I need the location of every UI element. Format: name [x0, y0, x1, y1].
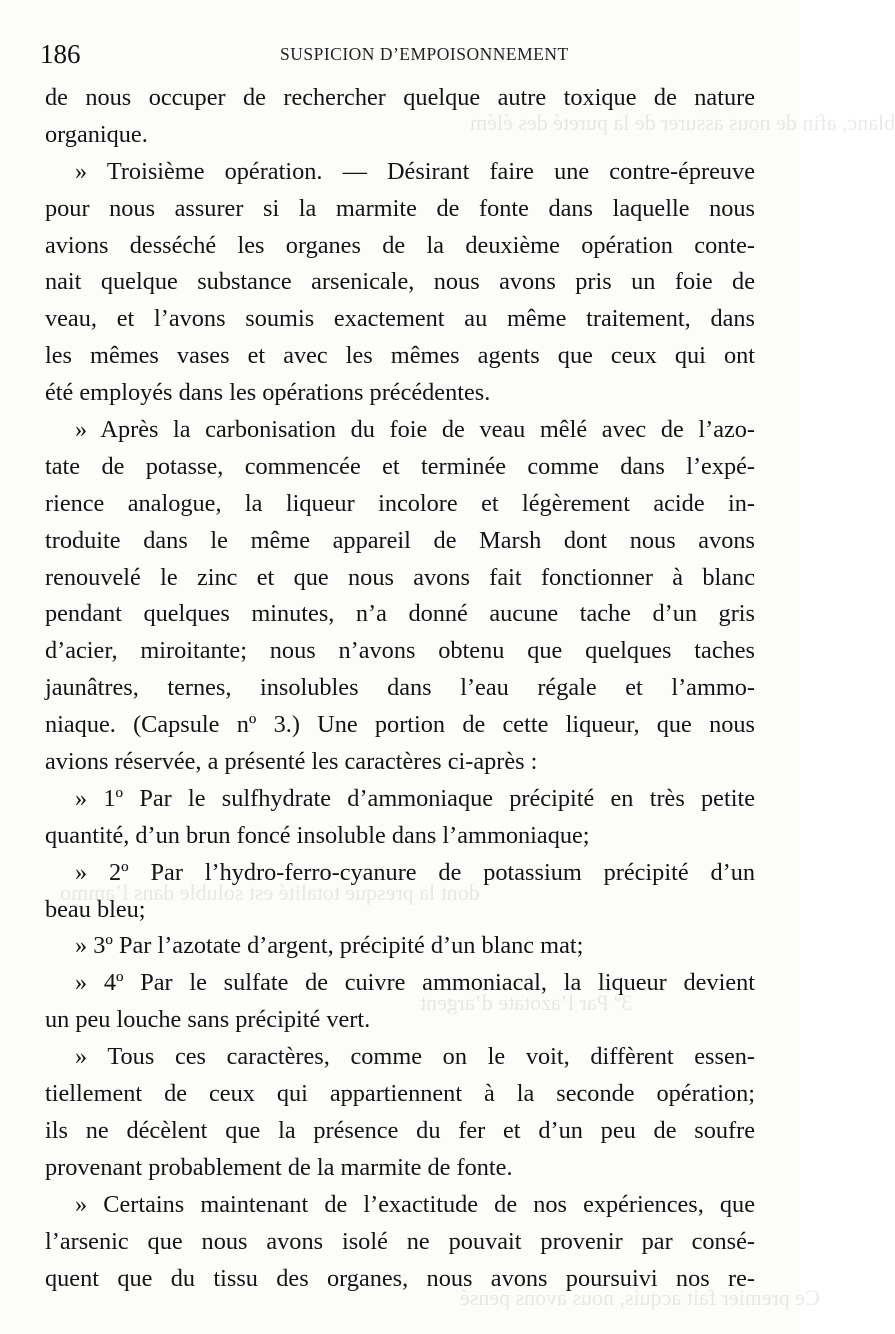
text-line: été employés dans les opérations précédentes.: [45, 379, 491, 407]
text-line: pour nous assurer si la marmite de fonte dans laquelle nous: [45, 194, 755, 222]
text-line: quent que du tissu des organes, nous avons poursuivi nos re-: [45, 1264, 755, 1292]
text-line: tiellement de ceux qui appartiennent à la seconde opération;: [45, 1080, 755, 1108]
text-line: ils ne décèlent que la présence du fer et d’un peu de soufre: [45, 1116, 755, 1144]
text-line: » Troisième opération. — Désirant faire une contre-épreuve: [75, 157, 755, 185]
text-line: avions desséché les organes de la deuxième opération conte-: [45, 231, 755, 259]
text-line: » 4º Par le sulfate de cuivre ammoniacal, la liqueur devient: [75, 969, 755, 997]
text-line: d’acier, miroitante; nous n’avons obtenu que quelques taches: [45, 637, 755, 665]
text-line: » 3º Par l’azotate d’argent, précipité d’un blanc mat;: [75, 932, 584, 960]
text-line: beau bleu;: [45, 895, 146, 923]
text-line: » 1º Par le sulfhydrate d’ammoniaque précipité en très petite: [75, 784, 755, 812]
text-line: les mêmes vases et avec les mêmes agents que ceux qui ont: [45, 342, 755, 370]
text-line: tate de potasse, commencée et terminée comme dans l’expé-: [45, 452, 755, 480]
text-line: » Après la carbonisation du foie de veau mêlé avec de l’azo-: [75, 416, 755, 444]
text-line: organique.: [45, 120, 148, 148]
show-through-text: 3º Par l’azotate d’argent: [420, 990, 633, 1015]
page-header: [40, 38, 760, 70]
body-text: [45, 80, 755, 1297]
text-line: pendant quelques minutes, n’a donné aucune tache d’un gris: [45, 600, 755, 628]
show-through-text: blanc, afin de nous assurer de la pureté des élém: [470, 110, 895, 135]
text-line: veau, et l’avons soumis exactement au même traitement, dans: [45, 305, 755, 333]
text-line: quantité, d’un brun foncé insoluble dans l’ammoniaque;: [45, 821, 590, 849]
text-line: jaunâtres, ternes, insolubles dans l’eau régale et l’ammo-: [45, 674, 755, 702]
text-line: renouvelé le zinc et que nous avons fait fonctionner à blanc: [45, 563, 755, 591]
page-number: 186: [40, 39, 81, 69]
show-through-text: Ce premier fait acquis, nous avons pensé: [460, 1285, 820, 1310]
text-line: rience analogue, la liqueur incolore et légèrement acide in-: [45, 489, 755, 517]
text-line: un peu louche sans précipité vert.: [45, 1006, 371, 1034]
text-line: provenant probablement de la marmite de fonte.: [45, 1153, 513, 1181]
text-line: l’arsenic que nous avons isolé ne pouvait provenir par consé-: [45, 1227, 755, 1255]
text-line: de nous occuper de rechercher quelque autre toxique de nature: [45, 84, 755, 111]
text-line: troduite dans le même appareil de Marsh dont nous avons: [45, 526, 755, 554]
text-line: » 2º Par l’hydro-ferro-cyanure de potassium précipité d’un: [75, 858, 755, 886]
text-line: nait quelque substance arsenicale, nous avons pris un foie de: [45, 268, 755, 296]
text-line: » Tous ces caractères, comme on le voit, diffèrent essen-: [75, 1043, 755, 1071]
text-line: niaque. (Capsule nº 3.) Une portion de cette liqueur, que nous: [45, 711, 755, 739]
text-line: » Certains maintenant de l’exactitude de nos expériences, que: [75, 1190, 755, 1218]
show-through-text: dont la presque totalité est soluble dans l’ammo: [60, 880, 480, 905]
text-line: avions réservée, a présenté les caractères ci-après :: [45, 748, 538, 776]
running-title: SUSPICION D’EMPOISONNEMENT: [280, 44, 569, 64]
